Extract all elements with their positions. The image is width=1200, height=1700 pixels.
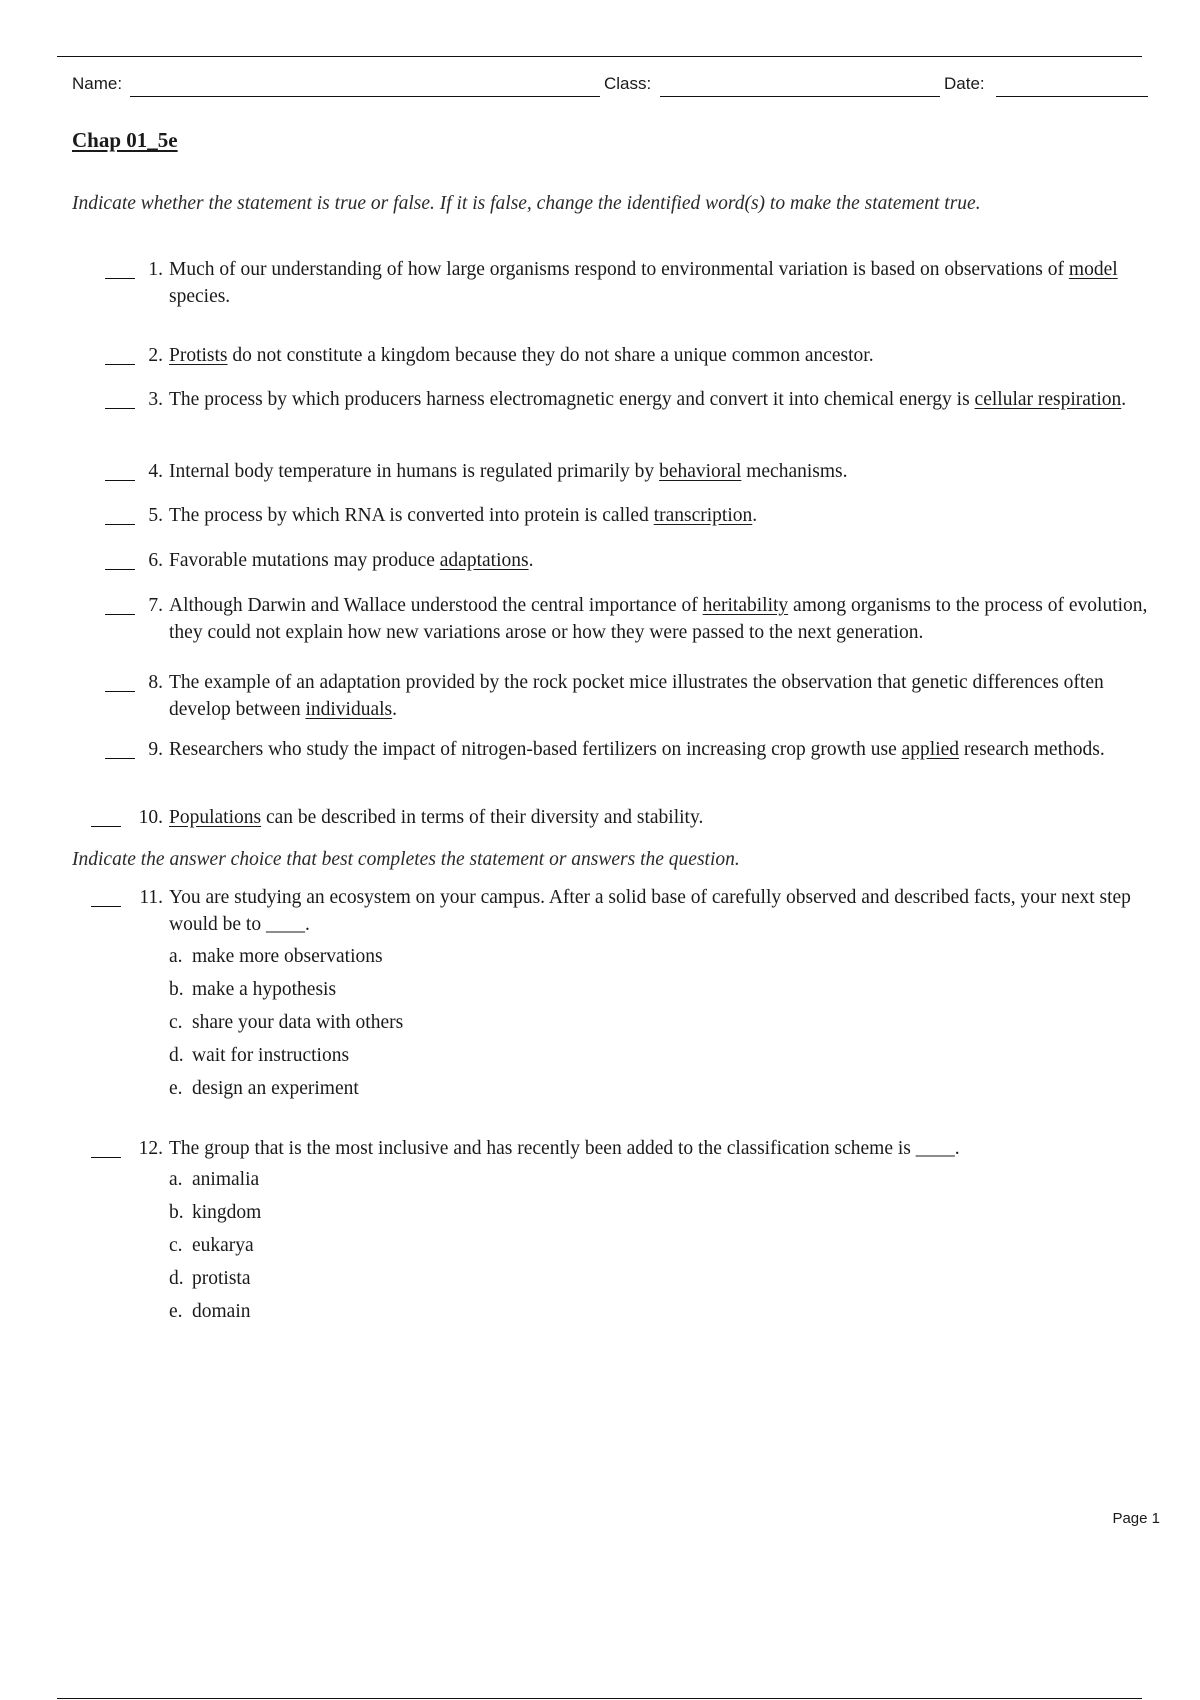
question-number: 12. <box>138 1138 163 1159</box>
choice-text: animalia <box>192 1169 260 1190</box>
choice-text: make a hypothesis <box>192 979 337 1000</box>
question-text-after: . <box>528 550 534 571</box>
question-number: 8. <box>148 672 163 693</box>
question-text <box>169 256 1159 310</box>
identified-term: Populations <box>169 807 262 828</box>
choice-text: wait for instructions <box>192 1045 350 1066</box>
identified-term: individuals <box>305 699 393 720</box>
question-number: 4. <box>148 461 163 482</box>
question-text-after: . <box>392 699 397 720</box>
identified-term: adaptations <box>439 550 529 571</box>
choice-text: protista <box>192 1268 251 1289</box>
question-text <box>169 386 1159 413</box>
question-text <box>169 342 1159 369</box>
question-number: 7. <box>148 595 163 616</box>
choice-letter: a. <box>169 1169 183 1190</box>
question-text <box>169 804 1159 831</box>
question-number: 3. <box>148 389 163 410</box>
question-number: 6. <box>148 550 163 571</box>
answer-choice[interactable] <box>169 943 403 976</box>
top-rule <box>57 56 1142 57</box>
choice-text: domain <box>192 1301 251 1322</box>
question-text-after: among organisms to the process of evolution, they could not explain how new variations arose or how they were passed to the next generation. <box>169 595 1148 643</box>
question-text <box>169 669 1159 723</box>
question-text <box>169 592 1159 646</box>
question-text-before: Favorable mutations may produce <box>169 550 440 571</box>
question-text-before: The example of an adaptation provided by the rock pocket mice illustrates the observation that genetic differences often develop between <box>169 672 1104 720</box>
choice-letter: b. <box>169 1202 184 1223</box>
identified-term: cellular respiration <box>974 389 1122 410</box>
question-text-before: Researchers who study the impact of nitrogen-based fertilizers on increasing crop growth use <box>169 739 902 760</box>
question-text-after: . <box>1121 389 1127 410</box>
choice-letter: e. <box>169 1078 183 1099</box>
answer-choice[interactable] <box>169 1009 403 1042</box>
question-text-after: mechanisms. <box>741 461 848 482</box>
choice-letter: b. <box>169 979 184 1000</box>
identified-term: model <box>1068 259 1118 280</box>
question-number: 9. <box>148 739 163 760</box>
answer-choice[interactable] <box>169 1042 403 1075</box>
question-text: You are studying an ecosystem on your campus. After a solid base of carefully observed and described facts, your next step would be to ____. <box>169 887 1131 935</box>
answer-choice[interactable] <box>169 1265 261 1298</box>
question-text-after: . <box>752 505 758 526</box>
question-text-before: The process by which RNA is converted into protein is called <box>169 505 654 526</box>
page-title: Chap 01_5e <box>72 128 178 152</box>
question-text <box>169 458 1159 485</box>
question-text-after: species. <box>169 286 231 307</box>
question-number: 10. <box>138 807 163 828</box>
choice-letter: d. <box>169 1268 184 1289</box>
identified-term: behavioral <box>659 461 742 482</box>
choice-letter: d. <box>169 1045 184 1066</box>
question-number: 2. <box>148 345 163 366</box>
question-number: 5. <box>148 505 163 526</box>
question-number: 1. <box>148 259 163 280</box>
question-text <box>169 736 1159 763</box>
question-text-after: research methods. <box>959 739 1105 760</box>
answer-choice[interactable] <box>169 976 403 1009</box>
answer-choice[interactable] <box>169 1166 261 1199</box>
question-text <box>169 547 1159 574</box>
true-false-instructions: Indicate whether the statement is true or false. If it is false, change the identified word(s) to make the statement true. <box>72 193 981 214</box>
choice-letter: c. <box>169 1012 183 1033</box>
identified-term: heritability <box>702 595 789 616</box>
page-number: Page 1 <box>1112 1510 1160 1527</box>
bottom-rule <box>57 1698 1142 1699</box>
identified-term: transcription <box>653 505 753 526</box>
choice-letter: a. <box>169 946 183 967</box>
name-label: Name: <box>72 74 123 93</box>
name-field[interactable] <box>130 96 600 97</box>
identified-term: applied <box>901 739 960 760</box>
choice-letter: c. <box>169 1235 183 1256</box>
choice-text: eukarya <box>192 1235 254 1256</box>
answer-choices <box>169 943 403 1108</box>
choice-text: make more observations <box>192 946 383 967</box>
header-row <box>72 74 1160 100</box>
answer-choices <box>169 1166 261 1331</box>
answer-choice[interactable] <box>169 1075 403 1108</box>
question-text-before: The process by which producers harness electromagnetic energy and convert it into chemical energy is <box>169 389 975 410</box>
choice-text: share your data with others <box>192 1012 404 1033</box>
multiple-choice-instructions: Indicate the answer choice that best completes the statement or answers the question. <box>72 849 740 870</box>
date-field[interactable] <box>996 96 1148 97</box>
question-text-before: Internal body temperature in humans is regulated primarily by <box>169 461 660 482</box>
answer-choice[interactable] <box>169 1199 261 1232</box>
question-text: The group that is the most inclusive and has recently been added to the classification scheme is ____. <box>169 1138 960 1159</box>
question-text <box>169 502 1159 529</box>
choice-text: kingdom <box>192 1202 262 1223</box>
question-number: 11. <box>139 887 163 908</box>
choice-text: design an experiment <box>192 1078 359 1099</box>
date-label: Date: <box>944 74 985 93</box>
question-text-after: can be described in terms of their diversity and stability. <box>261 807 704 828</box>
question-text-after: do not constitute a kingdom because they do not share a unique common ancestor. <box>227 345 874 366</box>
answer-choice[interactable] <box>169 1232 261 1265</box>
class-label: Class: <box>604 74 652 93</box>
answer-choice[interactable] <box>169 1298 261 1331</box>
question-text-before: Much of our understanding of how large organisms respond to environmental variation is based on observations of <box>169 259 1069 280</box>
identified-term: Protists <box>169 345 228 366</box>
class-field[interactable] <box>660 96 940 97</box>
choice-letter: e. <box>169 1301 183 1322</box>
question-text-before: Although Darwin and Wallace understood the central importance of <box>169 595 703 616</box>
